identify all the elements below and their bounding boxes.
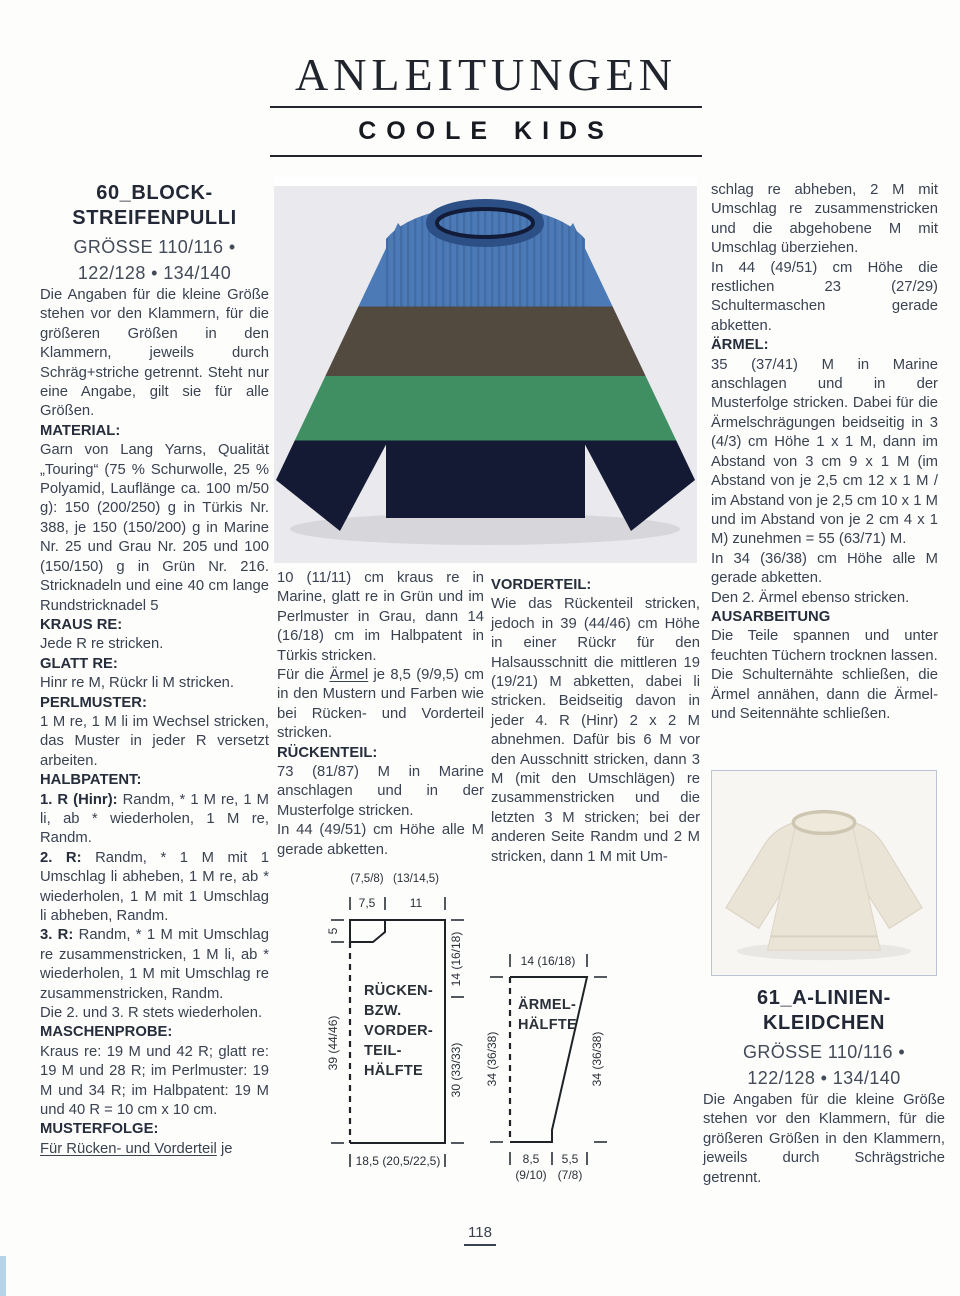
article60-sizes: GRÖSSE 110/116 • 122/128 • 134/140 xyxy=(73,237,236,283)
sleeve-piece-schematic xyxy=(485,954,607,1182)
musterfolge-heading: MUSTERFOLGE: xyxy=(40,1121,159,1138)
back-piece-label-line5: HÄLFTE xyxy=(364,1063,423,1079)
back-neck-depth-measure: 5 xyxy=(326,927,340,935)
back-piece-label-line4: TEIL- xyxy=(364,1043,402,1059)
kraus-heading: KRAUS RE: xyxy=(40,616,123,633)
back-right-bottom-measure: 30 (33/33) xyxy=(449,1042,463,1098)
back-bottom-measure: 18,5 (20,5/22,5) xyxy=(355,1154,441,1168)
vorderteil-heading: VORDERTEIL: xyxy=(491,577,592,593)
aermel-note: Für die Ärmel je 8,5 (9/9,5) cm in den Mustern und Farben wie bei Rücken- und Vorderteil stricken. xyxy=(277,667,484,742)
article60-column3 xyxy=(491,576,700,867)
article61-title: 61_A-LINIEN- KLEIDCHEN xyxy=(757,987,891,1034)
halbpatent-tail: Die 2. und 3. R stets wiederholen. xyxy=(40,1005,263,1022)
aermel-heading: ÄRMEL: xyxy=(711,337,769,354)
page-header xyxy=(270,50,702,157)
ausarbeitung-p2: Die Schulternähte schließen, die Ärmel annähen, dann die Ärmel- und Seitennähte schließen. xyxy=(711,667,938,722)
article60-right-column xyxy=(711,181,938,724)
article60-intro: Die Angaben für die kleine Größe stehen vor den Klammern, für die größeren Größen in den Klammern, jeweils durch Schräg+striche getrennt. Steht nur eine Angabe, gilt sie für alle Größen. xyxy=(40,287,269,420)
page-number-rule xyxy=(464,1244,496,1246)
halbpatent-row-1: 1. R (Hinr): Randm, * 1 M re, 1 M li, ab * wiederholen, 1 M re, Randm. xyxy=(40,791,269,847)
aermel-p1: 35 (37/41) M in Marine anschlagen und in der Musterfolge stricken. Dabei für die Ärmelschrägungen beidseitig in 3 (4/3) cm Höhe 1 x 1 M, dann im Abstand von 3 cm 9 x 1 M (im Abstand von je 2,5 cm 12 x 1 M / im Abstand von je 2,5 cm 10 x 1 M und im Abstand von je 2 cm 4 x 1 M) zunehmen = 55 (63/71) M. xyxy=(711,356,938,548)
back-left-measure: 39 (44/46) xyxy=(326,1015,340,1071)
corner-strip xyxy=(0,1256,6,1296)
sleeve-piece-label-line1: ÄRMEL- xyxy=(518,997,577,1013)
sleeve-bottom-right-alt: (7/8) xyxy=(557,1168,583,1182)
sweater-photo xyxy=(274,177,697,563)
page-title: ANLEITUNGEN xyxy=(294,49,678,100)
back-piece-label-line2: BZW. xyxy=(364,1003,402,1019)
halbpatent-row-3: 3. R: Randm, * 1 M mit Umschlag re zusammenstricken, 1 M li, ab * wiederholen, 1 M mit Umschlag re zusammenstricken, Randm. xyxy=(40,927,269,1002)
knitting-schematics xyxy=(320,868,650,1198)
aermel-p3: Den 2. Ärmel ebenso stricken. xyxy=(711,589,910,606)
ausarbeitung-p1: Die Teile spannen und unter feuchten Tüchern trocknen lassen. xyxy=(711,628,938,664)
page-number: 118 xyxy=(0,1224,960,1246)
back-top-measure-left: 7,5 xyxy=(358,896,376,910)
article61-sizes: GRÖSSE 110/116 • 122/128 • 134/140 xyxy=(742,1042,906,1088)
perlmuster-body: 1 M re, 1 M li im Wechsel stricken, das Muster in jeder R versetzt arbeiten. xyxy=(40,713,269,769)
header-rule-top xyxy=(270,106,702,108)
sleeve-bottom-right-measure: 5,5 xyxy=(561,1152,579,1166)
maschenprobe-body: Kraus re: 19 M und 42 R; glatt re: 19 M und 28 R; im Perlmuster: 19 M und 34 R; im Halbpatent: 19 M und 40 R = 10 cm x 10 cm. xyxy=(40,1043,269,1119)
glatt-heading: GLATT RE: xyxy=(40,655,118,672)
sleeve-right-measure: 34 (36/38) xyxy=(590,1031,604,1087)
halbpatent-row-2: 2. R: Randm, * 1 M mit 1 Umschlag li abheben, 1 M re, ab * wiederholen, 1 M mit 1 Umschlag li abheben, Randm. xyxy=(40,849,269,924)
musterfolge-reference-link[interactable]: Für Rücken- und Vorderteil xyxy=(40,1140,217,1157)
back-top-measure-right: 11 xyxy=(409,896,423,910)
aermel-p2: In 34 (36/38) cm Höhe alle M gerade abketten. xyxy=(711,550,938,587)
sleeve-bottom-left-measure: 8,5 xyxy=(522,1152,540,1166)
material-body: Garn von Lang Yarns, Qualität „Touring“ (75 % Schurwolle, 25 % Polyamid, Lauflänge ca. 100 m/50 g): 150 (200/250) g in Türkis Nr. 388, je 150 (150/200) g in Marine Nr. 25 und Grau Nr. 205 und 100 (150/150) g in Grün Nr. 216. Stricknadeln und eine 40 cm lange Rundstricknadel 5 xyxy=(40,442,269,614)
back-piece-label-line1: RÜCKEN- xyxy=(364,983,433,999)
article60-left-column xyxy=(40,181,269,1159)
glatt-body: Hinr re M, Rückr li M stricken. xyxy=(40,675,235,692)
sleeve-bottom-left-alt: (9/10) xyxy=(515,1168,547,1182)
musterfolge-continuation: 10 (11/11) cm kraus re in Marine, glatt re in Grün und im Perlmuster in Grau, dann 14 (16/18) cm im Halbpatent in Türkis stricken. xyxy=(277,570,484,664)
schulter-para: In 44 (49/51) cm Höhe die restlichen 23 (27/29) Schultermaschen gerade abketten. xyxy=(711,259,938,334)
rueckenteil-p2: In 44 (49/51) cm Höhe alle M gerade abketten. xyxy=(277,822,484,858)
back-top-measure-alt-left: (7,5/8) xyxy=(350,873,384,885)
vorderteil-continuation: schlag re abheben, 2 M mit Umschlag re zusammenstricken und die abgehobene M mit Umschlag überziehen. xyxy=(711,182,938,257)
sleeve-top-measure: 14 (16/18) xyxy=(520,954,576,968)
back-top-measure-alt-right: (13/14,5) xyxy=(392,873,440,885)
material-heading: MATERIAL: xyxy=(40,422,121,439)
rueckenteil-heading: RÜCKENTEIL: xyxy=(277,744,378,761)
article60-title: 60_BLOCK- STREIFENPULLI xyxy=(72,182,237,229)
ausarbeitung-heading: AUSARBEITUNG xyxy=(711,608,831,625)
kraus-body: Jede R re stricken. xyxy=(40,636,164,653)
header-rule-bottom xyxy=(270,155,702,157)
article61-column xyxy=(703,986,945,1188)
vorderteil-body: Wie das Rückenteil stricken, jedoch in 39 (44/46) cm Höhe in einer Rückr für den Halsausschnitt die mittleren 19 (19/21) M abketten, dabei li stricken. Beidseitig davon in jeder 4. R (Hinr) 2 x 2 M abnehmen. Dafür bis 6 M vor den Ausschnitt stricken, dann 3 M (mit den Umschlägen) re zusammenstricken und die letzten 3 M stricken; bei der anderen Seite Randm und 2 M stricken, dann 1 M mit Um- xyxy=(491,596,700,865)
back-right-top-measure: 14 (16/18) xyxy=(449,931,463,987)
back-piece-schematic xyxy=(326,873,464,1168)
aermel-reference-link[interactable]: Ärmel xyxy=(329,667,369,684)
halbpatent-heading: HALBPATENT: xyxy=(40,772,142,789)
article61-intro: Die Angaben für die kleine Größe stehen vor den Klammern, für die größeren Größen in den Klammern, jeweils durch Schrägstriche getrennt. xyxy=(703,1092,945,1186)
sleeve-piece-label-line2: HÄLFTE xyxy=(518,1017,577,1033)
article60-column2 xyxy=(277,569,484,860)
perlmuster-heading: PERLMUSTER: xyxy=(40,694,147,711)
page-subtitle: COOLE KIDS xyxy=(358,116,614,145)
dress-collar xyxy=(793,812,854,834)
rueckenteil-p1: 73 (81/87) M in Marine anschlagen und in der Musterfolge stricken. xyxy=(277,764,484,819)
dress-photo xyxy=(711,770,937,976)
sleeve-left-measure: 34 (36/38) xyxy=(485,1031,499,1087)
maschenprobe-heading: MASCHENPROBE: xyxy=(40,1024,173,1041)
back-piece-label-line3: VORDER- xyxy=(364,1023,433,1039)
musterfolge-body: Für Rücken- und Vorderteil je xyxy=(40,1140,233,1157)
